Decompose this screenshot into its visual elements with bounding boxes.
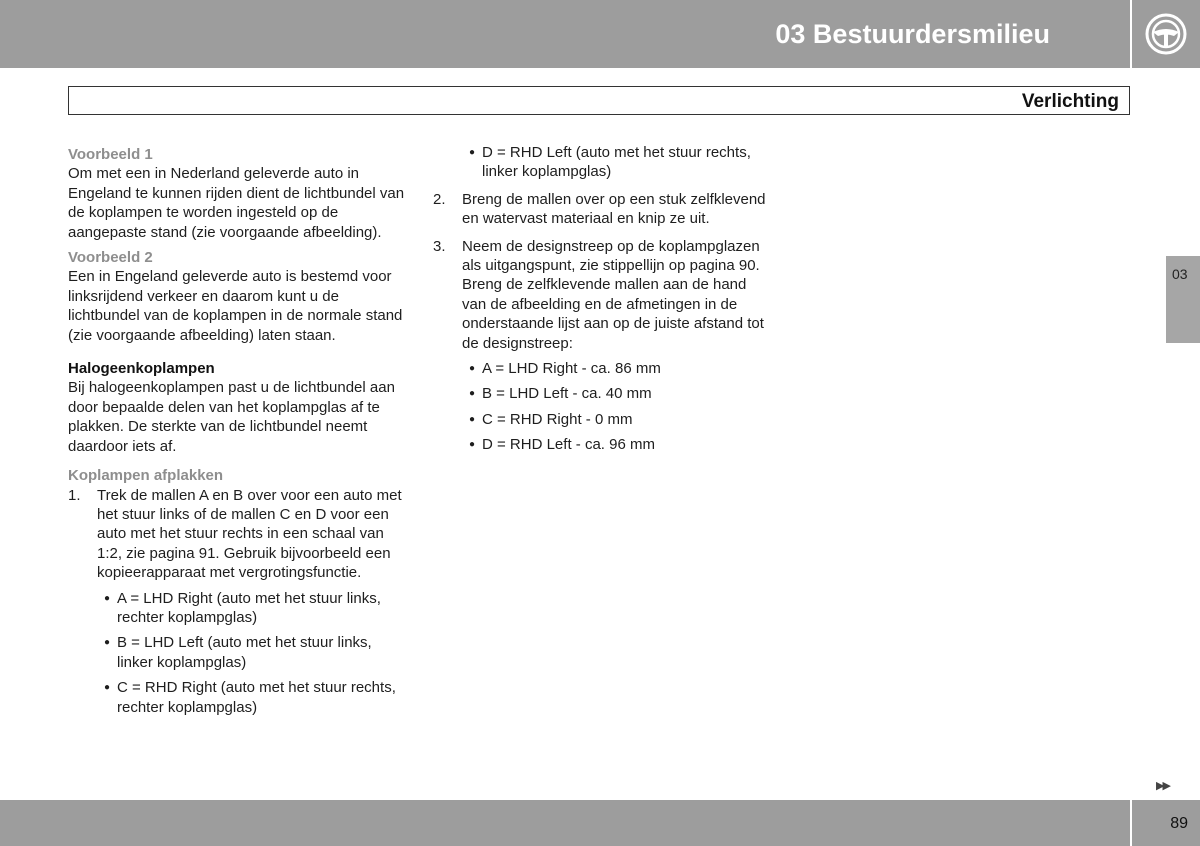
step-1 xyxy=(68,486,408,583)
example-2-heading: Voorbeeld 2 xyxy=(68,249,153,267)
chapter-side-tab[interactable] xyxy=(1166,256,1200,343)
footer-bar xyxy=(0,800,1130,846)
bullet-text: A = LHD Right (auto met het stuur links, rechter koplampglas) xyxy=(117,589,381,626)
measure-bullet-list xyxy=(433,359,773,455)
page-number-box xyxy=(1132,800,1200,846)
side-tab-label: 03 xyxy=(1172,266,1188,282)
example-1-text: Om met een in Nederland geleverde auto in Engeland te kunnen rijden dient de lichtbundel van de koplampen te worden ingesteld op de aangepaste stand (zie voorgaande afbeelding). xyxy=(68,165,405,241)
step-3-number: 3. xyxy=(433,237,446,255)
step-2-text: Breng de mallen over op een stuk zelfklevend en watervast materiaal en knip ze uit. xyxy=(462,190,766,228)
bullet-icon: ● xyxy=(468,413,476,425)
bullet-text: B = LHD Left (auto met het stuur links, linker koplampglas) xyxy=(117,634,372,671)
steering-wheel-icon xyxy=(1144,12,1188,56)
halogen-text: Bij halogeenkoplampen past u de lichtbundel aan door bepaalde delen van het koplampglas af te plakken. De sterkte van de lichtbundel neemt daardoor iets af. xyxy=(68,379,395,455)
taping-heading: Koplampen afplakken xyxy=(68,467,224,485)
chapter-icon-box xyxy=(1132,0,1200,68)
list-item xyxy=(97,678,408,717)
section-title: Verlichting xyxy=(1021,91,1119,112)
example-2-text: Een in Engeland geleverde auto is bestemd voor linksrijdend verkeer en daarom kunt u de lichtbundel van de koplampen in de normale stand (zie voorgaande afbeelding) laten staan. xyxy=(68,268,403,344)
bullet-icon: ● xyxy=(103,682,111,694)
step-1-text: Trek de mallen A en B over voor een auto met het stuur links of de mallen C en D voor een auto met het stuur rechts in een schaal van 1:2, zie pagina 91. Gebruik bijvoorbeeld een kopieerapparaat met vergrotingsfunctie. xyxy=(97,486,402,582)
step-3 xyxy=(433,237,773,353)
bullet-text: A = LHD Right - ca. 86 mm xyxy=(482,360,661,378)
example-1-heading: Voorbeeld 1 xyxy=(68,146,153,163)
right-column xyxy=(433,143,773,455)
bullet-text: C = RHD Right - 0 mm xyxy=(482,410,633,428)
template-bullet-list-cont xyxy=(433,143,773,182)
list-item xyxy=(462,359,773,378)
bullet-icon: ● xyxy=(468,147,476,158)
list-item xyxy=(462,143,773,182)
step-1-number: 1. xyxy=(68,486,81,504)
bullet-icon: ● xyxy=(468,439,476,451)
list-item xyxy=(97,589,408,628)
section-header xyxy=(68,86,1130,115)
header-bar xyxy=(0,0,1130,68)
bullet-text: D = RHD Left (auto met het stuur rechts, linker koplampglas) xyxy=(482,144,751,181)
bullet-text: D = RHD Left - ca. 96 mm xyxy=(482,436,655,454)
list-item xyxy=(462,410,773,429)
step-2-number: 2. xyxy=(433,190,446,208)
chapter-title: 03 Bestuurdersmilieu xyxy=(775,19,1050,49)
bullet-icon: ● xyxy=(468,388,476,400)
list-item xyxy=(462,384,773,403)
double-arrow-right-icon[interactable]: ▶▶ xyxy=(1156,780,1169,792)
bullet-text: B = LHD Left - ca. 40 mm xyxy=(482,385,652,403)
bullet-icon: ● xyxy=(103,637,111,649)
left-column xyxy=(68,145,408,717)
bullet-text: C = RHD Right (auto met het stuur rechts, rechter koplampglas) xyxy=(117,679,396,716)
list-item xyxy=(462,435,773,454)
halogen-heading: Halogeenkoplampen xyxy=(68,360,215,378)
list-item xyxy=(97,633,408,672)
bullet-icon: ● xyxy=(103,592,111,604)
template-bullet-list xyxy=(68,589,408,717)
bullet-icon: ● xyxy=(468,363,476,375)
step-2 xyxy=(433,190,773,229)
page-number: 89 xyxy=(1170,815,1188,832)
step-3-text: Neem de designstreep op de koplampglazen als uitgangspunt, zie stippellijn op pagina 90. Breng de zelfklevende mallen aan de hand van de afbeelding en de afmetingen in de onderstaande lijst aan op de juiste afstand tot de designstreep: xyxy=(462,237,764,352)
